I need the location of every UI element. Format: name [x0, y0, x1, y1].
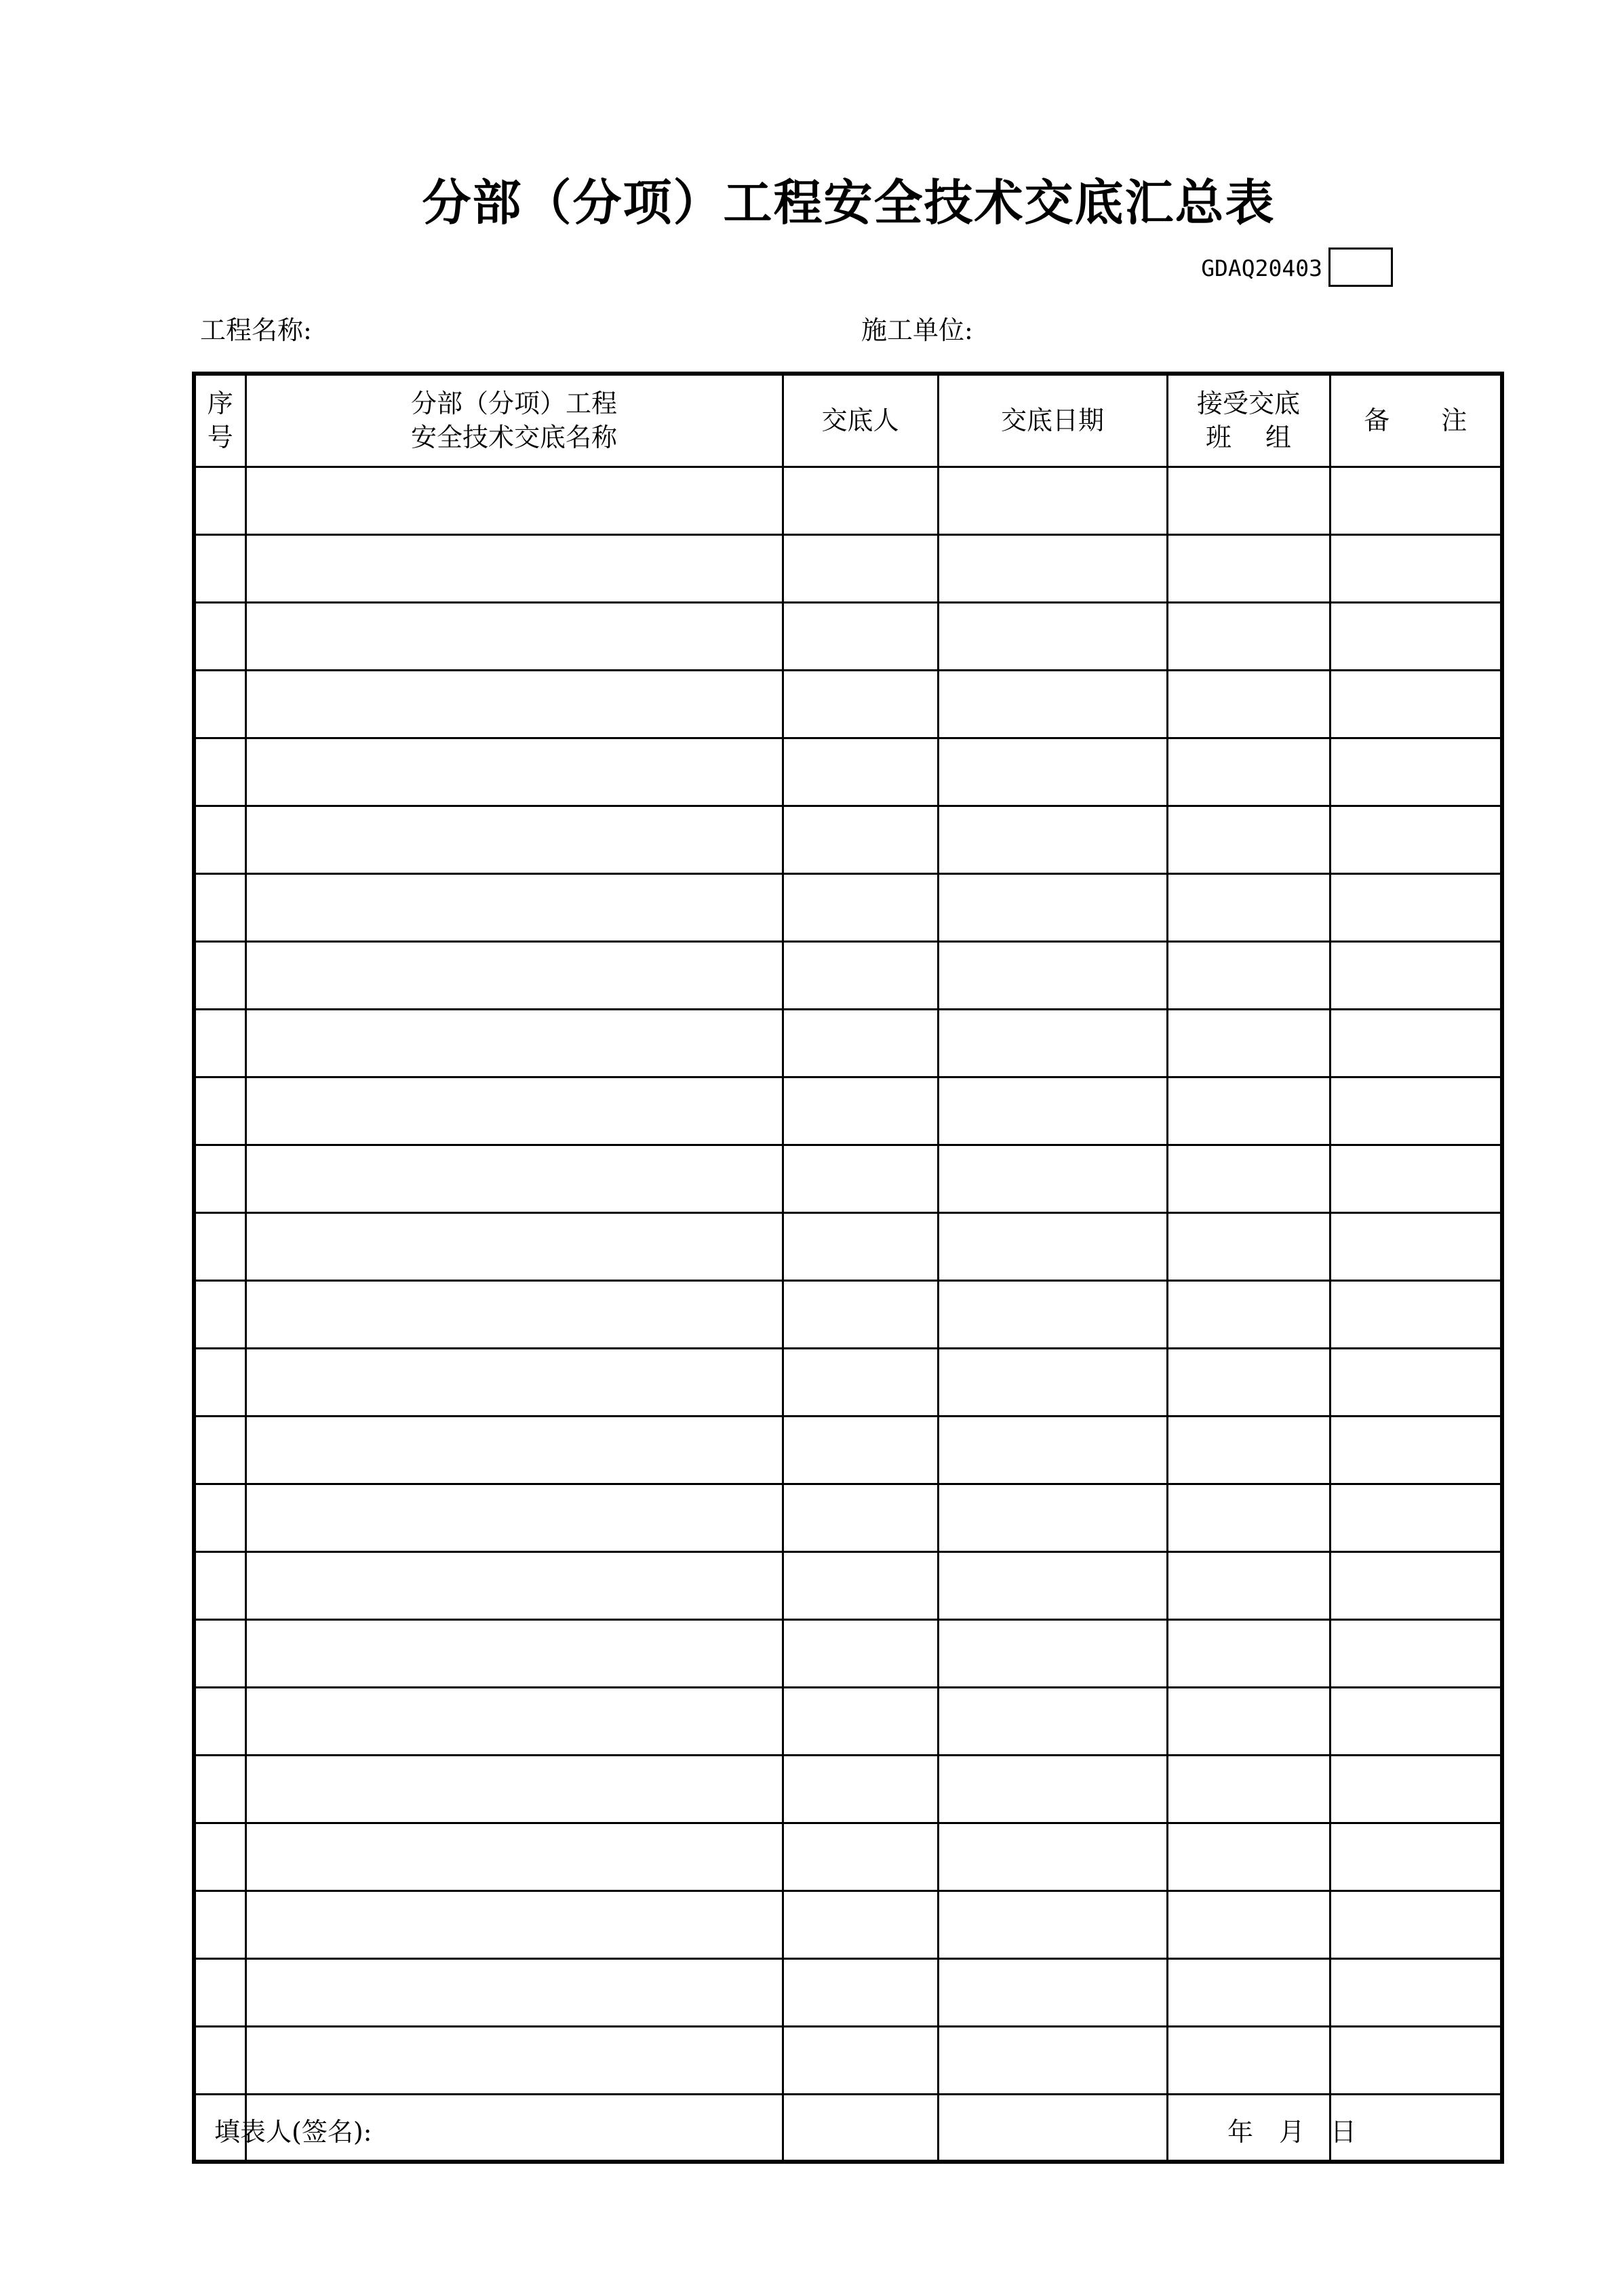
cell-item-name[interactable]	[245, 602, 783, 670]
cell-seq[interactable]	[194, 1823, 245, 1891]
cell-item-name[interactable]	[245, 806, 783, 873]
cell-item-name[interactable]	[245, 1348, 783, 1416]
cell-discloser[interactable]	[783, 873, 938, 941]
cell-date[interactable]	[938, 1823, 1167, 1891]
cell-discloser[interactable]	[783, 467, 938, 534]
cell-remarks[interactable]	[1330, 1891, 1502, 1958]
cell-team[interactable]	[1167, 1958, 1330, 2026]
cell-remarks[interactable]	[1330, 1551, 1502, 1619]
table-row	[194, 1484, 1502, 1551]
cell-team[interactable]	[1167, 1348, 1330, 1416]
cell-seq[interactable]	[194, 1077, 245, 1145]
table-row	[194, 2026, 1502, 2094]
cell-team[interactable]	[1167, 1009, 1330, 1077]
cell-discloser[interactable]	[783, 2026, 938, 2094]
cell-discloser[interactable]	[783, 670, 938, 738]
construction-unit-label: 施工单位:	[861, 315, 973, 345]
cell-item-name[interactable]	[245, 1823, 783, 1891]
cell-remarks[interactable]	[1330, 2026, 1502, 2094]
cell-seq[interactable]	[194, 1348, 245, 1416]
table-header-row	[194, 374, 1502, 467]
cell-seq[interactable]	[194, 1280, 245, 1348]
cell-team[interactable]	[1167, 670, 1330, 738]
cell-team[interactable]	[1167, 2026, 1330, 2094]
cell-discloser[interactable]	[783, 1484, 938, 1551]
cell-item-name[interactable]	[245, 1687, 783, 1755]
cell-discloser[interactable]	[783, 1823, 938, 1891]
cell-remarks[interactable]	[1330, 806, 1502, 873]
table-row	[194, 1009, 1502, 1077]
cell-remarks[interactable]	[1330, 1212, 1502, 1280]
cell-item-name[interactable]	[245, 2026, 783, 2094]
cell-remarks[interactable]	[1330, 534, 1502, 602]
cell-seq[interactable]	[194, 1145, 245, 1212]
table-row	[194, 1416, 1502, 1484]
table-row	[194, 806, 1502, 873]
form-code: GDAQ20403	[1201, 255, 1322, 281]
cell-date[interactable]	[938, 1348, 1167, 1416]
cell-team[interactable]	[1167, 1077, 1330, 1145]
cell-remarks[interactable]	[1330, 1823, 1502, 1891]
table-row	[194, 1823, 1502, 1891]
cell-remarks[interactable]	[1330, 1280, 1502, 1348]
cell-date[interactable]	[938, 2094, 1167, 2162]
cell-discloser[interactable]	[783, 1619, 938, 1687]
cell-item-name[interactable]	[245, 1619, 783, 1687]
cell-discloser[interactable]	[783, 738, 938, 806]
cell-item-name[interactable]	[245, 873, 783, 941]
table-row	[194, 602, 1502, 670]
cell-seq[interactable]	[194, 670, 245, 738]
table-row	[194, 738, 1502, 806]
cell-discloser[interactable]	[783, 1280, 938, 1348]
cell-date[interactable]	[938, 941, 1167, 1009]
cell-team[interactable]	[1167, 806, 1330, 873]
cell-discloser[interactable]	[783, 1348, 938, 1416]
cell-seq[interactable]	[194, 1416, 245, 1484]
cell-discloser[interactable]	[783, 1687, 938, 1755]
cell-date[interactable]	[938, 1619, 1167, 1687]
header-line: 交底人	[821, 405, 899, 436]
cell-item-name[interactable]	[245, 467, 783, 534]
cell-date[interactable]	[938, 738, 1167, 806]
filler-signature-label: 填表人(签名):	[214, 2117, 372, 2147]
cell-discloser[interactable]	[783, 1891, 938, 1958]
cell-item-name[interactable]	[245, 1958, 783, 2026]
cell-team[interactable]	[1167, 467, 1330, 534]
cell-date[interactable]	[938, 1484, 1167, 1551]
cell-seq[interactable]	[194, 1755, 245, 1823]
cell-team[interactable]	[1167, 1280, 1330, 1348]
cell-seq[interactable]	[194, 2026, 245, 2094]
cell-seq[interactable]	[194, 738, 245, 806]
header-seq	[194, 374, 245, 467]
cell-date[interactable]	[938, 2026, 1167, 2094]
cell-seq[interactable]	[194, 1551, 245, 1619]
cell-team[interactable]	[1167, 1145, 1330, 1212]
cell-date[interactable]	[938, 1687, 1167, 1755]
cell-date[interactable]	[938, 1009, 1167, 1077]
cell-remarks[interactable]	[1330, 1687, 1502, 1755]
table-row	[194, 1619, 1502, 1687]
table-row	[194, 1212, 1502, 1280]
cell-team[interactable]	[1167, 1212, 1330, 1280]
cell-team[interactable]	[1167, 873, 1330, 941]
cell-remarks[interactable]	[1330, 1009, 1502, 1077]
cell-remarks[interactable]	[1330, 1145, 1502, 1212]
cell-item-name[interactable]	[245, 1145, 783, 1212]
cell-team[interactable]	[1167, 1484, 1330, 1551]
cell-team[interactable]	[1167, 1619, 1330, 1687]
date-label: 年 月 日	[1227, 2117, 1357, 2147]
cell-item-name[interactable]	[245, 1280, 783, 1348]
cell-seq[interactable]	[194, 873, 245, 941]
table-row	[194, 467, 1502, 534]
cell-item-name[interactable]	[245, 1755, 783, 1823]
table-row	[194, 1077, 1502, 1145]
header-line: 交底日期	[1000, 405, 1104, 436]
cell-seq[interactable]	[194, 602, 245, 670]
cell-discloser[interactable]	[783, 1077, 938, 1145]
cell-remarks[interactable]	[1330, 1484, 1502, 1551]
cell-remarks[interactable]	[1330, 1619, 1502, 1687]
header-line: 安全技术交底名称	[410, 422, 617, 453]
cell-item-name[interactable]	[245, 1416, 783, 1484]
cell-seq[interactable]	[194, 1212, 245, 1280]
cell-team[interactable]	[1167, 1891, 1330, 1958]
cell-item-name[interactable]	[245, 1009, 783, 1077]
cell-date[interactable]	[938, 1280, 1167, 1348]
table-row	[194, 1348, 1502, 1416]
cell-date[interactable]	[938, 873, 1167, 941]
cell-seq[interactable]	[194, 534, 245, 602]
cell-item-name[interactable]	[245, 670, 783, 738]
cell-date[interactable]	[938, 1212, 1167, 1280]
header-item-name	[245, 374, 783, 467]
cell-team[interactable]	[1167, 738, 1330, 806]
cell-date[interactable]	[938, 534, 1167, 602]
cell-discloser[interactable]	[783, 1145, 938, 1212]
cell-team[interactable]	[1167, 1823, 1330, 1891]
cell-discloser[interactable]	[783, 941, 938, 1009]
cell-seq[interactable]	[194, 1687, 245, 1755]
form-title-text: 分部（分项）工程安全技术交底汇总表	[422, 174, 1276, 231]
cell-seq[interactable]	[194, 467, 245, 534]
cell-date[interactable]	[938, 602, 1167, 670]
form-code-input-box[interactable]	[1328, 248, 1393, 287]
header-date	[938, 374, 1167, 467]
cell-item-name[interactable]	[245, 534, 783, 602]
cell-remarks[interactable]	[1330, 873, 1502, 941]
table-row	[194, 1755, 1502, 1823]
cell-date[interactable]	[938, 1077, 1167, 1145]
header-line: 班 组	[1205, 422, 1292, 453]
header-line: 序	[207, 389, 233, 419]
cell-team[interactable]	[1167, 941, 1330, 1009]
header-discloser	[783, 374, 938, 467]
cell-item-name[interactable]	[245, 941, 783, 1009]
cell-item-name[interactable]	[245, 738, 783, 806]
header-line: 接受交底	[1196, 389, 1300, 419]
cell-discloser[interactable]	[783, 1958, 938, 2026]
cell-team[interactable]	[1167, 1416, 1330, 1484]
cell-date[interactable]	[938, 1551, 1167, 1619]
cell-item-name[interactable]	[245, 1551, 783, 1619]
cell-team[interactable]	[1167, 1687, 1330, 1755]
cell-remarks[interactable]	[1330, 941, 1502, 1009]
cell-remarks[interactable]	[1330, 1755, 1502, 1823]
cell-discloser[interactable]	[783, 1755, 938, 1823]
cell-remarks[interactable]	[1330, 670, 1502, 738]
table-row	[194, 1280, 1502, 1348]
cell-team[interactable]	[1167, 1551, 1330, 1619]
cell-discloser[interactable]	[783, 534, 938, 602]
table-row	[194, 670, 1502, 738]
cell-item-name[interactable]	[245, 1484, 783, 1551]
table-body	[194, 467, 1502, 2162]
cell-remarks[interactable]	[1330, 602, 1502, 670]
cell-date[interactable]	[938, 467, 1167, 534]
table-row	[194, 1551, 1502, 1619]
header-line: 分部（分项）工程	[410, 389, 617, 419]
cell-remarks[interactable]	[1330, 1416, 1502, 1484]
cell-discloser[interactable]	[783, 806, 938, 873]
cell-discloser[interactable]	[783, 1416, 938, 1484]
cell-date[interactable]	[938, 806, 1167, 873]
cell-remarks[interactable]	[1330, 1077, 1502, 1145]
cell-seq[interactable]	[194, 806, 245, 873]
table-row	[194, 1958, 1502, 2026]
table-row	[194, 1687, 1502, 1755]
cell-item-name[interactable]	[245, 1212, 783, 1280]
cell-team[interactable]	[1167, 1755, 1330, 1823]
cell-discloser[interactable]	[783, 1009, 938, 1077]
cell-date[interactable]	[938, 1958, 1167, 2026]
project-name-label: 工程名称:	[200, 315, 312, 345]
table-row	[194, 1891, 1502, 1958]
cell-seq[interactable]	[194, 941, 245, 1009]
cell-remarks[interactable]	[1330, 1348, 1502, 1416]
disclosure-summary-table	[192, 372, 1504, 2164]
cell-date[interactable]	[938, 1755, 1167, 1823]
header-line: 备 注	[1364, 405, 1467, 436]
header-team	[1167, 374, 1330, 467]
cell-date[interactable]	[938, 1145, 1167, 1212]
table-row	[194, 941, 1502, 1009]
cell-date[interactable]	[938, 1416, 1167, 1484]
cell-date[interactable]	[938, 1891, 1167, 1958]
cell-remarks[interactable]	[1330, 1958, 1502, 2026]
header-line: 号	[207, 422, 233, 453]
cell-team[interactable]	[1167, 602, 1330, 670]
cell-item-name[interactable]	[245, 1077, 783, 1145]
cell-team[interactable]	[1167, 534, 1330, 602]
cell-remarks[interactable]	[1330, 467, 1502, 534]
cell-discloser[interactable]	[783, 1212, 938, 1280]
cell-seq[interactable]	[194, 1891, 245, 1958]
cell-discloser[interactable]	[783, 2094, 938, 2162]
header-remarks	[1330, 374, 1502, 467]
cell-discloser[interactable]	[783, 602, 938, 670]
cell-item-name[interactable]	[245, 1891, 783, 1958]
cell-seq[interactable]	[194, 1009, 245, 1077]
cell-seq[interactable]	[194, 1484, 245, 1551]
cell-remarks[interactable]	[1330, 738, 1502, 806]
cell-seq[interactable]	[194, 1958, 245, 2026]
table-row	[194, 1145, 1502, 1212]
table-row	[194, 873, 1502, 941]
cell-seq[interactable]	[194, 1619, 245, 1687]
cell-discloser[interactable]	[783, 1551, 938, 1619]
cell-date[interactable]	[938, 670, 1167, 738]
form-title	[0, 165, 1616, 240]
table-row	[194, 534, 1502, 602]
